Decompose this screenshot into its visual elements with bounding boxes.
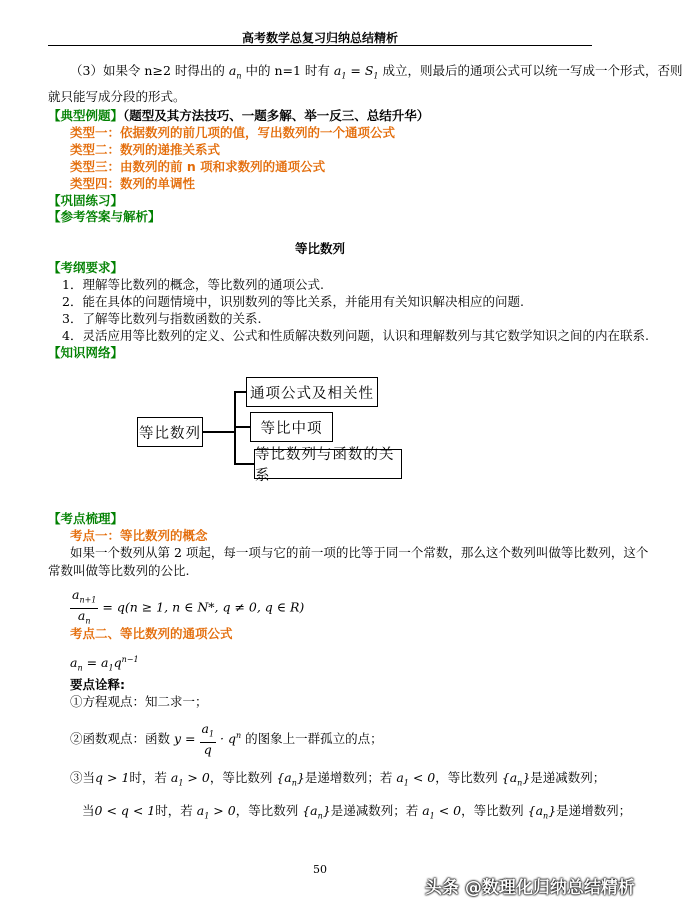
text-seg: 的图象上一群孤立的点； [245,730,383,746]
practice-heading: 【巩固练习】 [48,193,124,208]
math-an: $a_n$ [228,63,242,81]
answers-heading: 【参考答案与解析】 [48,209,161,224]
examples-heading [48,108,429,124]
general-term-symbol: a [70,655,78,671]
text-seg: 成立，则最后的通项公式可以统一写成一个形式，否则 [382,63,683,78]
review-point1-title: 考点一：等比数列的概念 [70,528,208,543]
math-a1-lt-0: $a_1 < 0$ [422,803,462,821]
text-seg: 时，若 [129,770,167,785]
text-seg: ，等比数列 [435,770,498,785]
ratio-condition: = q(n ≥ 1, n ∈ N*, q ≠ 0, q ∈ R) [102,599,305,615]
text-seg: （3）如果令 n≥2 时得出的 [70,63,225,78]
knowledge-network-diagram [0,365,640,495]
formula-ratio [70,588,304,628]
text-seg: 中的 n=1 时有 [245,63,330,78]
connector-child-2 [234,426,250,428]
math-an-set: $\{a_n\}$ [276,770,305,788]
network-heading: 【知识网络】 [48,345,124,360]
math-q-range: 0 < q < 1 [94,803,156,818]
key-points-heading: 要点诠释: [70,677,125,692]
connector-child-3 [234,463,254,465]
examples-heading-label: 【典型例题】 [48,108,124,123]
outline-item-3: 3．了解等比数列与指数函数的关系. [62,311,262,326]
network-child-node-3: 等比数列与函数的关系 [254,449,402,479]
review-heading: 【考点梳理】 [48,511,124,526]
top-paragraph-line1 [70,63,683,85]
network-child-node-2: 等比中项 [250,412,333,442]
section-title: 等比数列 [294,241,345,256]
network-root-node: 等比数列 [137,417,203,447]
key-point-1: ①方程观点：知二求一； [70,694,208,709]
review-point1-text2: 常数叫做等比数列的公比. [48,563,190,578]
network-child-node-1: 通项公式及相关性 [246,377,378,407]
page-number: 50 [313,863,327,876]
math-a1-gt-0: $a_1 > 0$ [196,803,236,821]
math-an-set: $\{a_n\}$ [527,803,557,821]
math-q-gt-1: q > 1 [95,770,130,785]
text-seg: 是递减数列； [530,770,606,785]
outline-item-2: 2．能在具体的问题情境中，识别数列的等比关系，并能用有关知识解决相应的问题. [62,294,524,309]
header-divider [48,45,592,46]
example-type-4[interactable]: 类型四：数列的单调性 [70,176,196,191]
math-a1-s1: $a_1 = S_1$ [333,63,379,81]
text-seg: 是递减数列；若 [330,803,419,818]
example-type-1[interactable]: 类型一：依据数列的前几项的值，写出数列的一个通项公式 [70,125,396,140]
text-seg: ②函数观点：函数 [70,730,171,746]
math-an-set: $\{a_n\}$ [501,770,531,788]
watermark: 头条 @数理化归纳总结精析 [425,878,635,898]
math-an-set: $\{a_n\}$ [302,803,331,821]
text-seg: ，等比数列 [235,803,299,818]
review-point1-text1: 如果一个数列从第 2 项起，每一项与它的前一项的比等于同一个常数，那么这个数列叫做等比数列，这个 [70,545,649,560]
outline-item-1: 1．理解等比数列的概念，等比数列的通项公式. [62,277,324,292]
a1-over-q-fraction: $\frac{a_1}{q}$ [201,721,215,757]
text-seg: ，等比数列 [209,770,273,785]
text-seg: 是递增数列； [556,803,632,818]
outline-item-4: 4．灵活应用等比数列的定义、公式和性质解决数列问题，认识和理解数列与其它数学知识之间的内在联系. [62,328,649,343]
key-point-2 [70,722,383,757]
key-point-4 [82,803,631,825]
text-seg: ，等比数列 [461,803,524,818]
math-a1-gt-0: $a_1 > 0$ [170,770,210,788]
top-paragraph-line2: 就只能写成分段的形式。 [48,89,186,104]
review-point2-title: 考点二、等比数列的通项公式 [70,626,233,641]
text-seg: ③当 [70,770,96,785]
math-a1-lt-0: $a_1 < 0$ [396,770,436,788]
math-y: y = [174,730,196,746]
example-type-3[interactable]: 类型三：由数列的前 n 项和求数列的通项公式 [70,159,326,174]
outline-heading: 【考纲要求】 [48,260,124,275]
key-point-3 [70,770,605,792]
example-type-2[interactable]: 类型二：数列的递推关系式 [70,142,221,157]
math-qn: · $q^n$ [220,730,242,746]
connector-root [202,431,235,433]
connector-child-1 [234,391,246,393]
text-seg: 当 [82,803,95,818]
page-header: 高考数学总复习归纳总结精析 [241,31,398,45]
ratio-fraction: $\frac{a_{n+1}}{a_n}$ [72,587,97,625]
text-seg: 是递增数列；若 [304,770,393,785]
text-seg: 时，若 [155,803,193,818]
examples-heading-note: （题型及其方法技巧、一题多解、举一反三、总结升华） [123,108,430,123]
formula-general-term: $a_n = a_1q^{n-1}$ [70,655,139,673]
